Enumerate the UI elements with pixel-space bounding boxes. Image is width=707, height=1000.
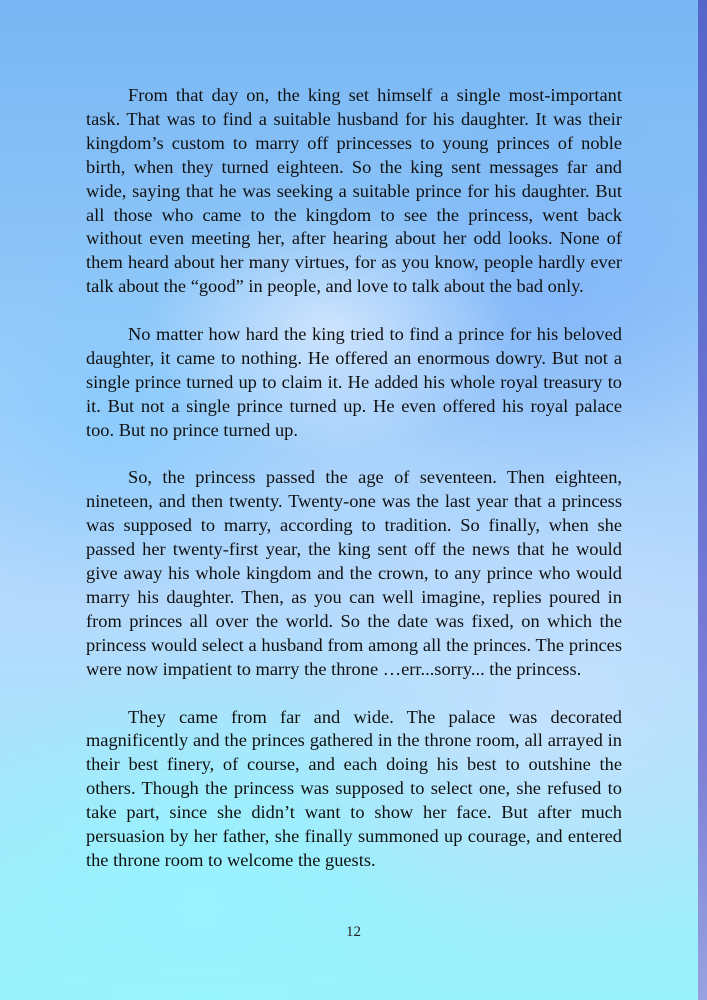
paragraph-3: So, the princess passed the age of seventeen. Then eighteen, nineteen, and then twenty. Twenty-one was the last year that a princess was supposed to marry, according to tradition. So finally, when she passed her twenty-first year, the king sent off the news that he would give away his whole kingdom and the crown, to any prince who would marry his daughter. Then, as you can well imagine, replies poured in from princes all over the world. So the date was fixed, on which the princess would select a husband from among all the princes. The princes were now impatient to marry the throne …err...sorry... the princess. — [86, 467, 622, 679]
paragraph-2: No matter how hard the king tried to find a prince for his beloved daughter, it came to nothing. He offered an enormous dowry. But not a single prince turned up to claim it. He added his whole royal treasury to it. But not a single prince turned up. He even offered his royal palace too. But no prince turned up. — [86, 324, 622, 440]
story-text — [86, 84, 622, 897]
page-edge-stripe — [698, 0, 707, 1000]
paragraph-4: They came from far and wide. The palace was decorated magnificently and the princes gathered in the throne room, all arrayed in their best finery, of course, and each doing his best to outshine the others. Though the princess was supposed to select one, she refused to take part, since she didn’t want to show her face. But after much persuasion by her father, she finally summoned up courage, and entered the throne room to welcome the guests. — [86, 706, 622, 870]
paragraph-1: From that day on, the king set himself a single most-important task. That was to find a suitable husband for his daughter. It was their kingdom’s custom to marry off princesses to young princes of noble birth, when they turned eighteen. So the king sent messages far and wide, saying that he was seeking a suitable prince for his daughter. But all those who came to the kingdom to see the princess, went back without even meeting her, after hearing about her odd looks. None of them heard about her many virtues, for as you know, people hardly ever talk about the “good” in people, and love to talk about the bad only. — [86, 85, 622, 297]
page-number: 12 — [346, 924, 361, 940]
